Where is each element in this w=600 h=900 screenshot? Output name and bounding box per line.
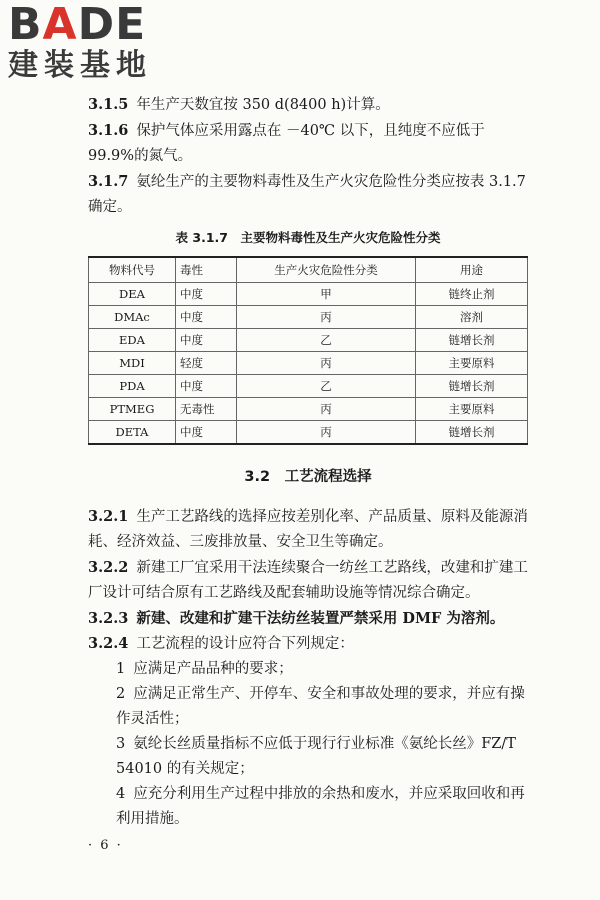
logo-accent-letter: A [42,0,78,50]
clause-3-2-1: 3.2.1 生产工艺路线的选择应按差别化率、产品质量、原料及能源消耗、经济效益、三废排放量、安全卫生等确定。 [88,508,528,550]
list-item: 3 氨纶长丝质量指标不应低于现行行业标准《氨纶长丝》FZ/T 54010 的有关规定； [116,736,516,777]
logo [8,2,178,84]
table-cell: 中度 [176,329,237,352]
table-cell: 丙 [237,352,416,375]
materials-table [88,256,528,445]
table-row [89,283,528,306]
table-cell: 无毒性 [176,398,237,421]
table-cell: 中度 [176,421,237,445]
table-cell: 主要原料 [416,352,528,375]
table-cell: DMAc [89,306,176,329]
table-cell: 链终止剂 [416,283,528,306]
table-header-cell: 物料代号 [89,257,176,283]
logo-text-main [8,2,178,48]
table-row [89,352,528,375]
table-cell: 链增长剂 [416,329,528,352]
table-cell: 丙 [237,306,416,329]
list-item: 2 应满足正常生产、开停车、安全和事故处理的要求，并应有操作灵活性； [116,686,525,727]
table-cell: 中度 [176,375,237,398]
table-cell: 乙 [237,329,416,352]
table-header-cell: 生产火灾危险性分类 [237,257,416,283]
clause-3-1-5: 3.1.5 年生产天数宜按 350 d(8400 h)计算。 [88,96,390,113]
table-cell: DETA [89,421,176,445]
section-title: 3.2 工艺流程选择 [244,469,372,485]
table-row [89,398,528,421]
table-cell: 溶剂 [416,306,528,329]
clause-3-2-4: 3.2.4 工艺流程的设计应符合下列规定： [88,635,354,652]
table-header-cell: 用途 [416,257,528,283]
table-cell: EDA [89,329,176,352]
clause-3-1-7: 3.1.7 氨纶生产的主要物料毒性及生产火灾危险性分类应按表 3.1.7 确定。 [88,173,526,215]
logo-text-cn: 建装基地 [8,48,152,83]
table-cell: 主要原料 [416,398,528,421]
table-row [89,421,528,445]
table-header-row [89,257,528,283]
table-cell: PTMEG [89,398,176,421]
table-caption: 表 3.1.7 主要物料毒性及生产火灾危险性分类 [175,230,441,245]
logo-text-bade: BADE [8,0,147,50]
clause-3-2-2: 3.2.2 新建工厂宜采用干法连续聚合一纺丝工艺路线，改建和扩建工厂设计可结合原有工艺路线及配套辅助设施等情况综合确定。 [88,559,528,601]
table-cell: 链增长剂 [416,375,528,398]
page-number: · 6 · [88,838,123,853]
table-cell: 链增长剂 [416,421,528,445]
table-row [89,329,528,352]
table-cell: 丙 [237,398,416,421]
table-cell: 轻度 [176,352,237,375]
table-header-cell: 毒性 [176,257,237,283]
list-item: 1 应满足产品品种的要求； [116,661,293,677]
clause-3-1-6: 3.1.6 保护气体应采用露点在 －40℃ 以下，且纯度不应低于 99.9%的氮气。 [88,122,485,164]
table-cell: DEA [89,283,176,306]
document-page [88,92,528,853]
table-cell: 丙 [237,421,416,445]
clause-3-2-3: 3.2.3 新建、改建和扩建干法纺丝装置严禁采用 DMF 为溶剂。 [88,610,505,627]
table-cell: 中度 [176,283,237,306]
table-cell: PDA [89,375,176,398]
table-cell: 乙 [237,375,416,398]
table-row [89,375,528,398]
list-item: 4 应充分利用生产过程中排放的余热和废水，并应采取回收和再利用措施。 [116,786,525,827]
table-cell: 中度 [176,306,237,329]
table-cell: 甲 [237,283,416,306]
table-cell: MDI [89,352,176,375]
table-row [89,306,528,329]
